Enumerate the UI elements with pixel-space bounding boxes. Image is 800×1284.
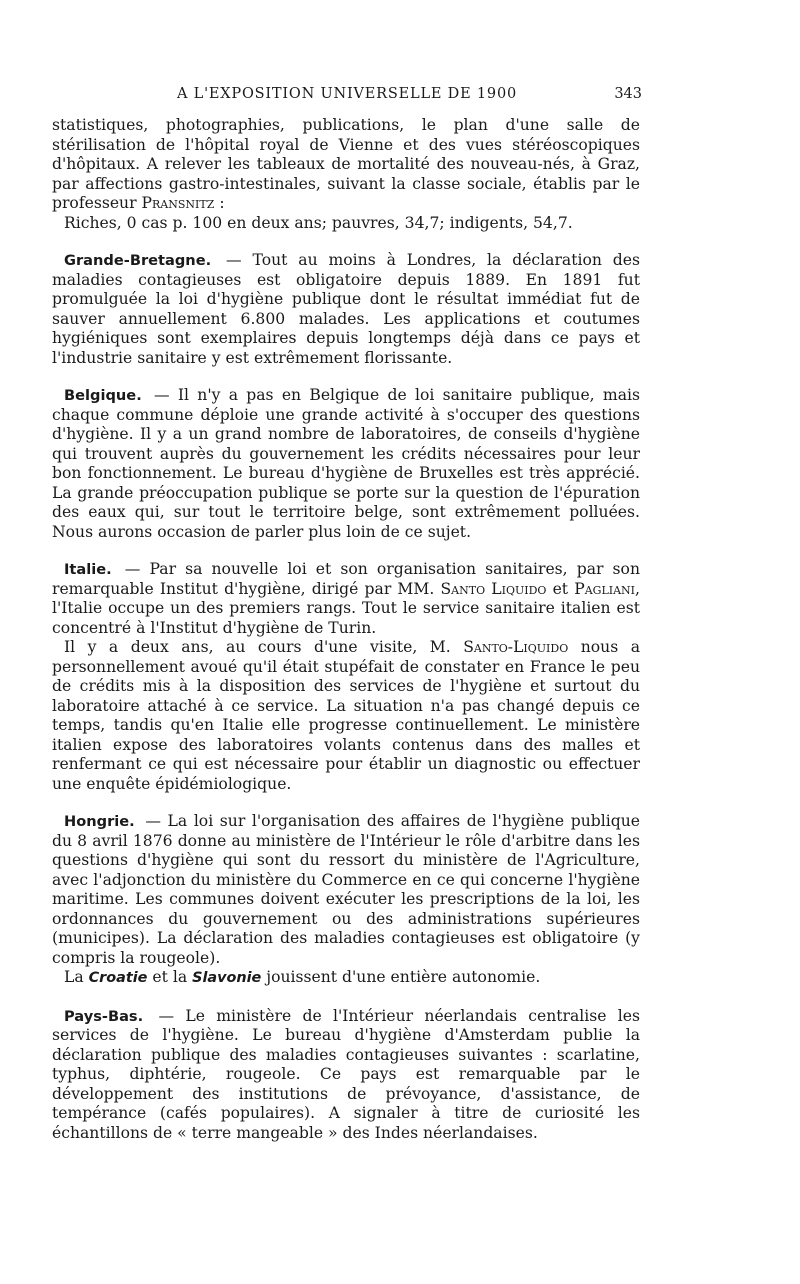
intro-text: statistiques, photographies, publications, le plan d'une salle de stérilisation de l'hôpital royal de Vienne et des vues stéréoscopiques d'hôpitaux. A relever les tableaux de mortalité des nouveau-nés, à Graz, par affections gastro-intestinales, suivant la classe sociale, établis par le professeur — [52, 116, 640, 212]
intro-text-end: : — [214, 194, 225, 212]
section-text: nous a personnellement avoué qu'il était stupéfait de constater en France le peu de crédits mis à la disposition des services de l'hygiène et surtout du laboratoire attaché à ce service. La situation n'a pas changé depuis ce temps, tandis qu'en Italie elle progresse continuellement. Le ministère italien expose des laboratoires volants contenus dans des malles et renfermant ce qui est nécessaire pour établir un diagnostic ou effectuer une enquête épidémiologique. — [52, 638, 640, 793]
paragraph — [52, 968, 640, 989]
section-heading: Pays-Bas. — [64, 1007, 144, 1025]
section-heading: Italie. — [64, 561, 112, 578]
place-name: Slavonie — [192, 970, 262, 986]
section-italie — [52, 560, 640, 794]
paragraph — [52, 812, 640, 968]
paragraph — [52, 560, 640, 638]
page-number: 343 — [614, 86, 642, 102]
section-text: et la — [147, 968, 193, 986]
section-text: — Par sa nouvelle loi et son organisation sanitaires, par son remarquable Institut d'hygiène, dirigé par MM. — [52, 560, 640, 598]
section-grande-bretagne — [52, 251, 640, 368]
author-name: Pransnitz — [141, 194, 215, 212]
section-text: La — [64, 968, 89, 986]
person-name: Santo-Liquido — [463, 638, 569, 656]
section-text: , l'Italie occupe un des premiers rangs. Tout le service sanitaire italien est concentré à l'Institut d'hygiène de Turin. — [52, 579, 640, 637]
section-text: — La loi sur l'organisation des affaires de l'hygiène publique du 8 avril 1876 donne au ministère de l'Intérieur le rôle d'arbitre dans les questions d'hygiène qui sont du ressort du ministère de l'Agriculture, avec l'adjonction du ministère du Commerce en ce qui concerne l'hygiène maritime. Les communes doivent exécuter les prescriptions de la loi, les ordonnances du gouvernement ou des administrations supérieures (municipes). La déclaration des maladies contagieuses est obligatoire (y compris la rougeole). — [52, 812, 640, 967]
page-body — [52, 116, 640, 1143]
section-pays-bas — [52, 1007, 640, 1144]
paragraph — [52, 386, 640, 542]
page-header — [52, 86, 642, 108]
paragraph — [52, 1007, 640, 1144]
section-belgique — [52, 386, 640, 542]
paragraph — [52, 251, 640, 368]
person-name: Santo Liquido — [440, 579, 547, 598]
paragraph — [52, 638, 640, 794]
section-text: — Il n'y a pas en Belgique de loi sanitaire publique, mais chaque commune déploie une grande activité à s'occuper des questions d'hygiène. Il y a un grand nombre de laboratoires, de conseils d'hygiène qui trouvent auprès du gouvernement les crédits nécessaires pour leur bon fonctionnement. Le bureau d'hygiène de Bruxelles est très apprécié. La grande préoccupation publique se porte sur la question de l'épuration des eaux qui, sur tout le territoire belge, sont extrêmement polluées. Nous aurons occasion de parler plus loin de ce sujet. — [52, 386, 640, 541]
section-text: — Le ministère de l'Intérieur néerlandais centralise les services de l'hygiène. Le bureau d'hygiène d'Amsterdam publie la déclaration publique des maladies contagieuses suivantes : scarlatine, typhus, diphtérie, rougeole. Ce pays est remarquable par le développement des institutions de prévoyance, d'assistance, de tempérance (cafés populaires). A signaler à titre de curiosité les échantillons de « terre mangeable » des Indes néerlandaises. — [52, 1006, 640, 1142]
intro-section — [52, 116, 640, 233]
section-hongrie — [52, 812, 640, 989]
section-heading: Grande-Bretagne. — [64, 252, 212, 269]
section-heading: Belgique. — [64, 387, 142, 404]
running-title: A L'EXPOSITION UNIVERSELLE DE 1900 — [177, 86, 517, 102]
place-name: Croatie — [88, 970, 148, 986]
section-heading: Hongrie. — [64, 813, 135, 830]
person-name: Pagliani — [574, 579, 636, 598]
section-text: et — [546, 579, 575, 598]
intro-paragraph — [52, 116, 640, 214]
section-text: Il y a deux ans, au cours d'une visite, M. — [64, 638, 464, 656]
section-text: jouissent d'une entière autonomie. — [261, 968, 541, 986]
statistics-line: Riches, 0 cas p. 100 en deux ans; pauvres, 34,7; indigents, 54,7. — [64, 213, 573, 232]
section-text: — Tout au moins à Londres, la déclaration des maladies contagieuses est obligatoire depuis 1889. En 1891 fut promulguée la loi d'hygiène publique dont le résultat immédiat fut de sauver annuellement 6.800 malades. Les applications et coutumes hygiéniques sont exemplaires depuis longtemps déjà dans ce pays et l'industrie sanitaire y est extrêmement florissante. — [52, 251, 640, 367]
